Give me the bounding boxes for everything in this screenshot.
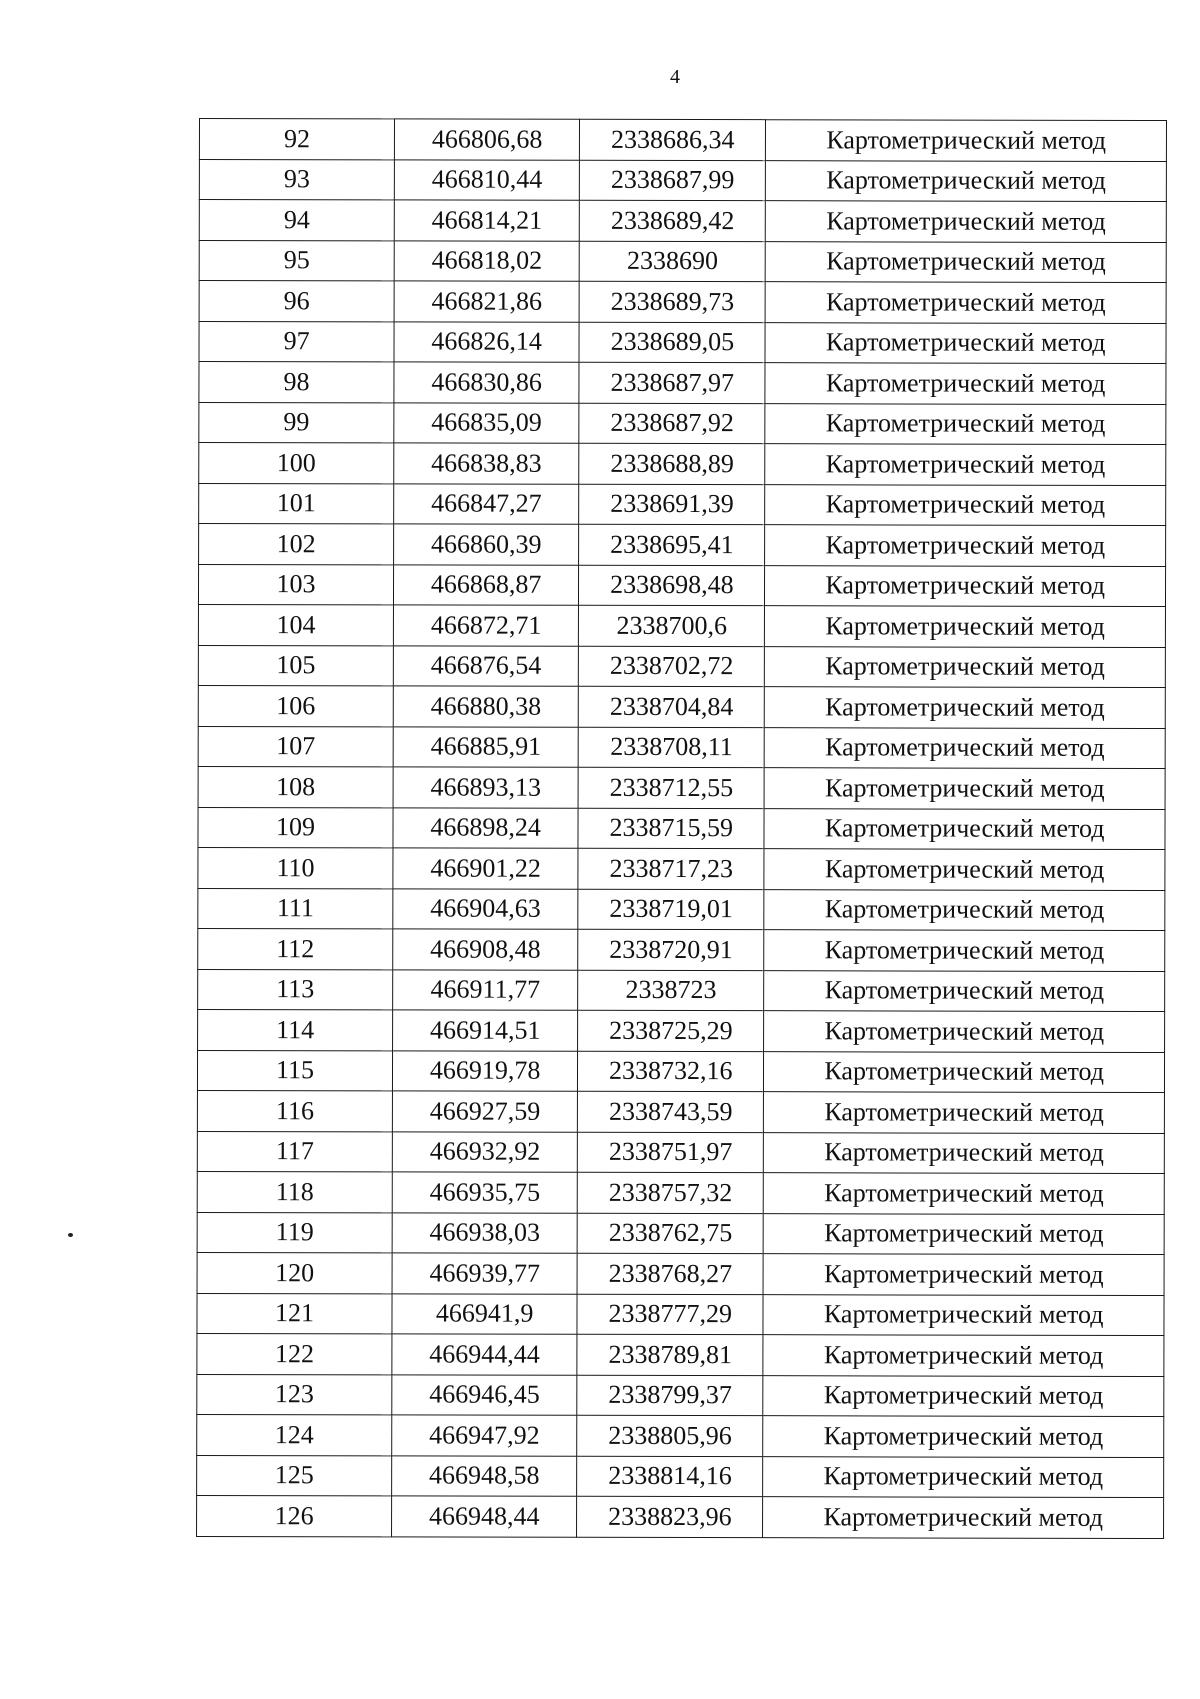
cell-method: Картометрический метод	[765, 484, 1166, 525]
cell-x-coordinate: 466919,78	[393, 1050, 578, 1091]
cell-method: Картометрический метод	[764, 849, 1165, 890]
cell-y-coordinate: 2338687,92	[579, 403, 765, 444]
cell-point-number: 107	[198, 726, 393, 767]
table-row	[198, 847, 1165, 890]
cell-point-number: 104	[198, 605, 393, 646]
cell-y-coordinate: 2338723	[578, 970, 764, 1011]
cell-point-number: 122	[197, 1333, 392, 1374]
cell-method: Картометрический метод	[765, 403, 1166, 444]
cell-point-number: 115	[197, 1050, 392, 1091]
table-row	[198, 807, 1165, 850]
cell-y-coordinate: 2338689,05	[579, 322, 765, 363]
cell-x-coordinate: 466830,86	[394, 362, 579, 403]
cell-y-coordinate: 2338689,42	[579, 200, 765, 241]
cell-x-coordinate: 466898,24	[393, 807, 578, 848]
cell-point-number: 118	[197, 1171, 392, 1212]
cell-x-coordinate: 466901,22	[393, 848, 578, 889]
cell-point-number: 123	[197, 1374, 392, 1415]
cell-method: Картометрический метод	[765, 646, 1166, 687]
cell-point-number: 121	[197, 1293, 392, 1334]
cell-point-number: 96	[199, 281, 394, 322]
cell-point-number: 108	[198, 766, 393, 807]
cell-method: Картометрический метод	[764, 1132, 1165, 1173]
cell-method: Картометрический метод	[765, 687, 1166, 728]
cell-y-coordinate: 2338725,29	[578, 1010, 764, 1051]
cell-method: Картометрический метод	[763, 1294, 1164, 1335]
cell-point-number: 124	[197, 1414, 392, 1455]
cell-y-coordinate: 2338704,84	[578, 686, 764, 727]
table-row	[197, 1495, 1164, 1538]
cell-method: Картометрический метод	[764, 1011, 1165, 1052]
cell-point-number: 93	[199, 159, 394, 200]
cell-point-number: 106	[198, 685, 393, 726]
cell-x-coordinate: 466893,13	[393, 767, 578, 808]
cell-x-coordinate: 466944,44	[392, 1334, 577, 1375]
table-row	[198, 726, 1165, 769]
table-row	[198, 645, 1165, 688]
cell-x-coordinate: 466908,48	[393, 929, 578, 970]
cell-point-number: 120	[197, 1252, 392, 1293]
cell-point-number: 116	[197, 1090, 392, 1131]
cell-y-coordinate: 2338732,16	[578, 1051, 764, 1092]
cell-x-coordinate: 466938,03	[392, 1212, 577, 1253]
cell-method: Картометрический метод	[764, 889, 1165, 930]
cell-y-coordinate: 2338687,99	[580, 160, 766, 201]
cell-point-number: 103	[198, 564, 393, 605]
cell-x-coordinate: 466939,77	[392, 1253, 577, 1294]
cell-point-number: 126	[197, 1495, 392, 1536]
cell-method: Картометрический метод	[765, 525, 1166, 566]
table-row	[199, 483, 1166, 526]
cell-method: Картометрический метод	[763, 1335, 1164, 1376]
cell-y-coordinate: 2338691,39	[579, 484, 765, 525]
cell-y-coordinate: 2338690	[579, 241, 765, 282]
cell-x-coordinate: 466927,59	[392, 1091, 577, 1132]
table-row	[198, 888, 1165, 931]
cell-point-number: 111	[198, 888, 393, 929]
cell-y-coordinate: 2338799,37	[577, 1375, 763, 1416]
cell-method: Картометрический метод	[765, 606, 1166, 647]
cell-method: Картометрический метод	[765, 727, 1166, 768]
cell-method: Картометрический метод	[763, 1456, 1164, 1497]
cell-point-number: 92	[199, 119, 394, 160]
table-row	[198, 564, 1165, 607]
coordinates-table	[196, 118, 1167, 1539]
cell-y-coordinate: 2338689,73	[579, 281, 765, 322]
cell-point-number: 98	[199, 362, 394, 403]
cell-method: Картометрический метод	[764, 768, 1165, 809]
cell-point-number: 99	[199, 402, 394, 443]
cell-point-number: 95	[199, 240, 394, 281]
table-row	[197, 1171, 1164, 1214]
cell-y-coordinate: 2338789,81	[577, 1334, 763, 1375]
cell-method: Картометрический метод	[763, 1416, 1164, 1457]
cell-method: Картометрический метод	[766, 120, 1167, 161]
table-row	[197, 1090, 1164, 1133]
cell-method: Картометрический метод	[766, 201, 1167, 242]
cell-y-coordinate: 2338708,11	[578, 727, 764, 768]
cell-x-coordinate: 466868,87	[394, 564, 579, 605]
cell-x-coordinate: 466880,38	[393, 686, 578, 727]
table-row	[198, 685, 1165, 728]
cell-y-coordinate: 2338805,96	[577, 1415, 763, 1456]
table-row	[197, 1414, 1164, 1457]
cell-x-coordinate: 466818,02	[394, 240, 579, 281]
table-row	[197, 1374, 1164, 1417]
cell-x-coordinate: 466914,51	[393, 1010, 578, 1051]
table-row	[199, 159, 1166, 202]
cell-point-number: 110	[198, 847, 393, 888]
cell-method: Картометрический метод	[765, 363, 1166, 404]
cell-y-coordinate: 2338715,59	[578, 808, 764, 849]
table-row	[197, 1455, 1164, 1498]
cell-y-coordinate: 2338702,72	[579, 646, 765, 687]
cell-point-number: 117	[197, 1131, 392, 1172]
cell-method: Картометрический метод	[764, 1051, 1165, 1092]
cell-x-coordinate: 466847,27	[394, 483, 579, 524]
cell-method: Картометрический метод	[764, 930, 1165, 971]
cell-point-number: 119	[197, 1212, 392, 1253]
cell-y-coordinate: 2338695,41	[579, 524, 765, 565]
table-row	[199, 443, 1166, 486]
cell-method: Картометрический метод	[764, 970, 1165, 1011]
table-row	[198, 605, 1165, 648]
cell-y-coordinate: 2338688,89	[579, 443, 765, 484]
cell-y-coordinate: 2338743,59	[578, 1091, 764, 1132]
table-row	[199, 240, 1166, 283]
cell-y-coordinate: 2338700,6	[579, 605, 765, 646]
cell-method: Картометрический метод	[763, 1254, 1164, 1295]
cell-x-coordinate: 466947,92	[392, 1415, 577, 1456]
table-row	[198, 1009, 1165, 1052]
table-row	[197, 1131, 1164, 1174]
cell-y-coordinate: 2338768,27	[577, 1253, 763, 1294]
cell-method: Картометрический метод	[763, 1497, 1164, 1538]
table-row	[199, 402, 1166, 445]
cell-x-coordinate: 466946,45	[392, 1374, 577, 1415]
cell-y-coordinate: 2338814,16	[577, 1456, 763, 1497]
cell-y-coordinate: 2338717,23	[578, 848, 764, 889]
cell-point-number: 109	[198, 807, 393, 848]
cell-x-coordinate: 466904,63	[393, 888, 578, 929]
cell-point-number: 125	[197, 1455, 392, 1496]
cell-method: Картометрический метод	[764, 1213, 1165, 1254]
table-body	[197, 119, 1167, 1539]
page-number: 4	[670, 66, 680, 88]
table-row	[197, 1252, 1164, 1295]
table-row	[197, 1333, 1164, 1376]
cell-y-coordinate: 2338762,75	[577, 1213, 763, 1254]
cell-x-coordinate: 466911,77	[393, 969, 578, 1010]
cell-point-number: 94	[199, 200, 394, 241]
table-row	[199, 321, 1166, 364]
table-row	[197, 1050, 1164, 1093]
cell-method: Картометрический метод	[766, 160, 1167, 201]
cell-y-coordinate: 2338712,55	[578, 767, 764, 808]
cell-x-coordinate: 466885,91	[393, 726, 578, 767]
cell-method: Картометрический метод	[765, 322, 1166, 363]
cell-x-coordinate: 466821,86	[394, 281, 579, 322]
cell-y-coordinate: 2338687,97	[579, 362, 765, 403]
table-row	[199, 200, 1166, 243]
cell-method: Картометрический метод	[764, 808, 1165, 849]
cell-x-coordinate: 466948,58	[392, 1455, 577, 1496]
cell-x-coordinate: 466941,9	[392, 1293, 577, 1334]
cell-y-coordinate: 2338777,29	[577, 1294, 763, 1335]
cell-x-coordinate: 466932,92	[392, 1131, 577, 1172]
cell-method: Картометрический метод	[765, 444, 1166, 485]
cell-x-coordinate: 466814,21	[394, 200, 579, 241]
table-row	[199, 362, 1166, 405]
cell-x-coordinate: 466876,54	[393, 645, 578, 686]
cell-point-number: 112	[198, 928, 393, 969]
cell-y-coordinate: 2338751,97	[577, 1132, 763, 1173]
cell-x-coordinate: 466838,83	[394, 443, 579, 484]
cell-point-number: 114	[198, 1009, 393, 1050]
cell-method: Картометрический метод	[764, 1173, 1165, 1214]
cell-point-number: 100	[199, 443, 394, 484]
cell-x-coordinate: 466860,39	[394, 524, 579, 565]
cell-method: Картометрический метод	[765, 565, 1166, 606]
cell-y-coordinate: 2338823,96	[577, 1496, 763, 1537]
table-row	[199, 119, 1166, 162]
cell-method: Картометрический метод	[766, 241, 1167, 282]
cell-point-number: 101	[199, 483, 394, 524]
cell-method: Картометрический метод	[766, 282, 1167, 323]
table-row	[198, 928, 1165, 971]
cell-point-number: 105	[198, 645, 393, 686]
cell-y-coordinate: 2338698,48	[579, 565, 765, 606]
cell-x-coordinate: 466935,75	[392, 1172, 577, 1213]
cell-method: Картометрический метод	[763, 1375, 1164, 1416]
table-row	[197, 1293, 1164, 1336]
cell-x-coordinate: 466872,71	[394, 605, 579, 646]
table-row	[199, 524, 1166, 567]
cell-point-number: 113	[198, 969, 393, 1010]
cell-y-coordinate: 2338719,01	[578, 889, 764, 930]
cell-x-coordinate: 466806,68	[395, 119, 580, 160]
cell-point-number: 97	[199, 321, 394, 362]
cell-x-coordinate: 466826,14	[394, 321, 579, 362]
cell-x-coordinate: 466948,44	[392, 1496, 577, 1537]
cell-point-number: 102	[199, 524, 394, 565]
cell-method: Картометрический метод	[764, 1092, 1165, 1133]
cell-y-coordinate: 2338757,32	[577, 1172, 763, 1213]
scan-speck	[68, 1233, 73, 1237]
cell-x-coordinate: 466810,44	[394, 159, 579, 200]
table-row	[197, 1212, 1164, 1255]
cell-y-coordinate: 2338686,34	[580, 119, 766, 160]
cell-y-coordinate: 2338720,91	[578, 929, 764, 970]
table-row	[198, 969, 1165, 1012]
cell-x-coordinate: 466835,09	[394, 402, 579, 443]
table-row	[198, 766, 1165, 809]
table-row	[199, 281, 1166, 324]
